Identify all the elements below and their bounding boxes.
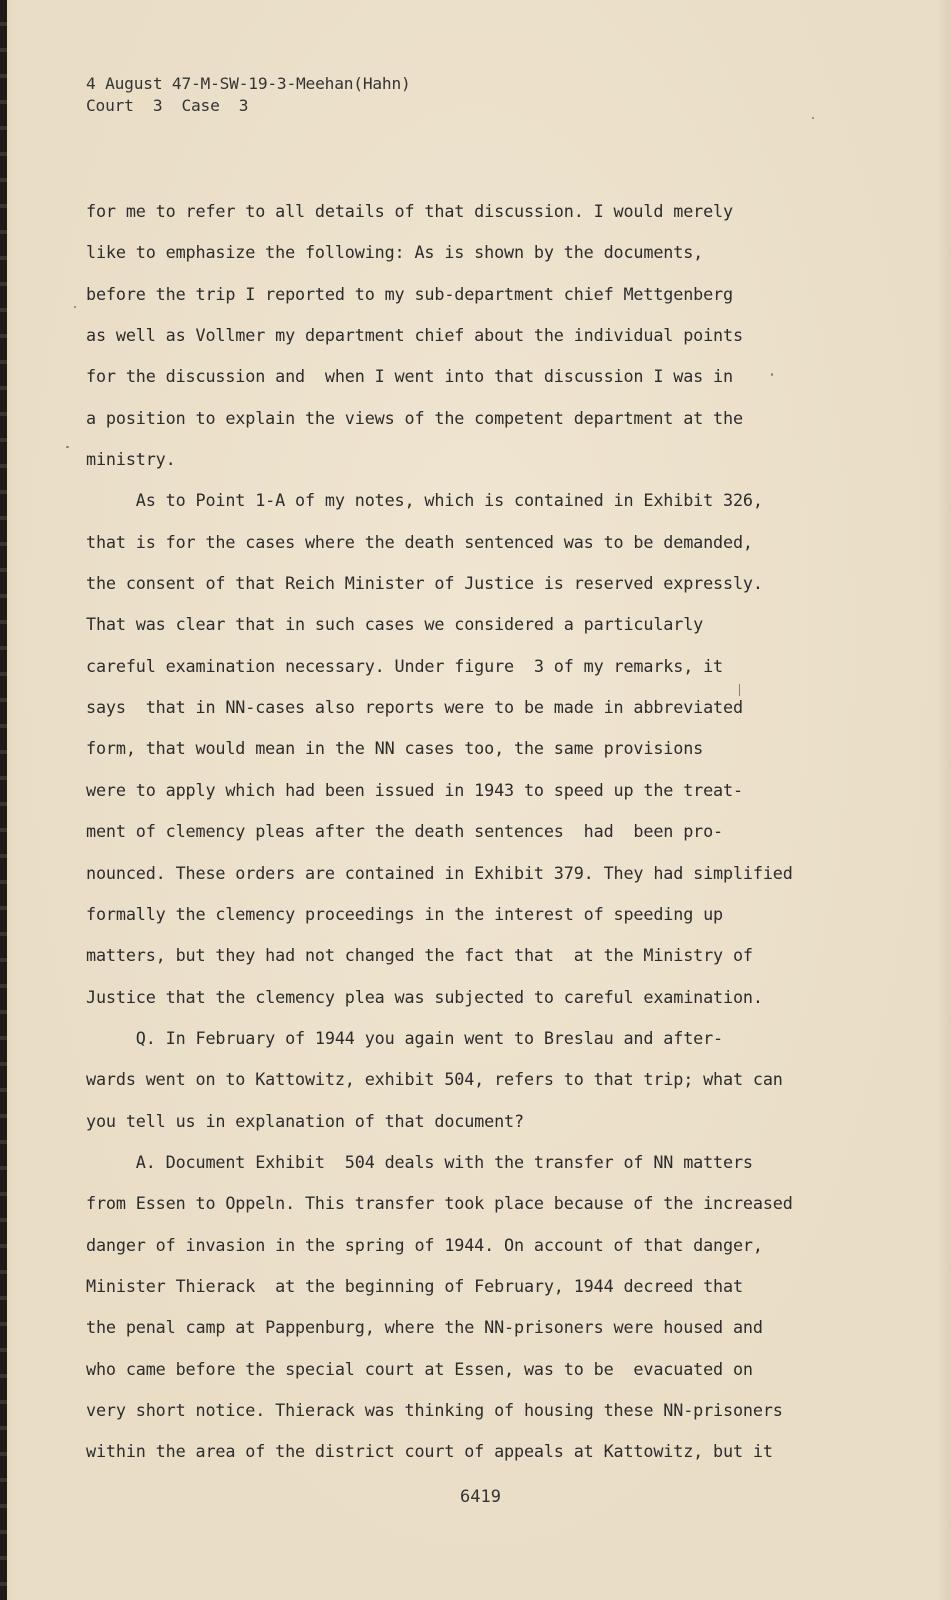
text-line: you tell us in explanation of that document? bbox=[86, 1110, 524, 1131]
text-line: that is for the cases where the death sentenced was to be demanded, bbox=[86, 531, 753, 552]
text-line: wards went on to Kattowitz, exhibit 504, refers to that trip; what can bbox=[86, 1069, 783, 1090]
text-line: matters, but they had not changed the fact that at the Ministry of bbox=[86, 945, 753, 966]
text-line: before the trip I reported to my sub-department chief Mettgenberg bbox=[86, 283, 733, 304]
text-line: Justice that the clemency plea was subjected to careful examination. bbox=[86, 986, 763, 1007]
text-line: within the area of the district court of appeals at Kattowitz, but it bbox=[86, 1441, 773, 1462]
text-line: Minister Thierack at the beginning of February, 1944 decreed that bbox=[86, 1275, 743, 1296]
text-line: Q. In February of 1944 you again went to Breslau and after- bbox=[86, 1027, 724, 1048]
text-line: who came before the special court at Essen, was to be evacuated on bbox=[86, 1358, 753, 1379]
text-line: from Essen to Oppeln. This transfer took place because of the increased bbox=[86, 1193, 793, 1214]
paper-speck bbox=[771, 373, 773, 376]
text-line: As to Point 1-A of my notes, which is contained in Exhibit 326, bbox=[86, 490, 763, 511]
text-line: like to emphasize the following: As is shown by the documents, bbox=[86, 242, 704, 263]
text-line: for me to refer to all details of that discussion. I would merely bbox=[86, 201, 733, 221]
text-line: danger of invasion in the spring of 1944. On account of that danger, bbox=[86, 1234, 763, 1255]
text-line: form, that would mean in the NN cases too, the same provisions bbox=[86, 738, 704, 759]
text-line: for the discussion and when I went into that discussion I was in bbox=[86, 366, 733, 387]
paper-speck bbox=[739, 684, 740, 696]
text-line: were to apply which had been issued in 1943 to speed up the treat- bbox=[86, 779, 743, 800]
text-line: nounced. These orders are contained in Exhibit 379. They had simplified bbox=[86, 862, 793, 883]
text-line: the consent of that Reich Minister of Justice is reserved expressly. bbox=[86, 573, 763, 594]
text-line: formally the clemency proceedings in the interest of speeding up bbox=[86, 903, 724, 924]
text-line: careful examination necessary. Under figure 3 of my remarks, it bbox=[86, 655, 724, 676]
text-line: as well as Vollmer my department chief about the individual points bbox=[86, 325, 743, 346]
document-header bbox=[86, 73, 411, 117]
transcript-body bbox=[86, 196, 926, 1478]
paper-speck bbox=[74, 306, 76, 308]
header-date-reference: 4 August 47-M-SW-19-3-Meehan(Hahn) bbox=[86, 74, 411, 93]
text-line: very short notice. Thierack was thinking of housing these NN-prisoners bbox=[86, 1399, 783, 1420]
text-line: ministry. bbox=[86, 449, 176, 470]
page-number: 6419 bbox=[460, 1487, 501, 1507]
paper-speck bbox=[812, 117, 814, 119]
text-line: says that in NN-cases also reports were to be made in abbreviated bbox=[86, 697, 743, 718]
scan-binding-edge bbox=[0, 0, 7, 1600]
header-court-case: Court 3 Case 3 bbox=[86, 96, 249, 115]
text-line: A. Document Exhibit 504 deals with the transfer of NN matters bbox=[86, 1151, 753, 1172]
text-line: That was clear that in such cases we considered a particularly bbox=[86, 614, 704, 635]
text-line: the penal camp at Pappenburg, where the NN-prisoners were housed and bbox=[86, 1317, 763, 1338]
text-line: ment of clemency pleas after the death sentences had been pro- bbox=[86, 821, 724, 842]
paper-speck bbox=[66, 446, 69, 448]
text-line: a position to explain the views of the competent department at the bbox=[86, 407, 743, 428]
